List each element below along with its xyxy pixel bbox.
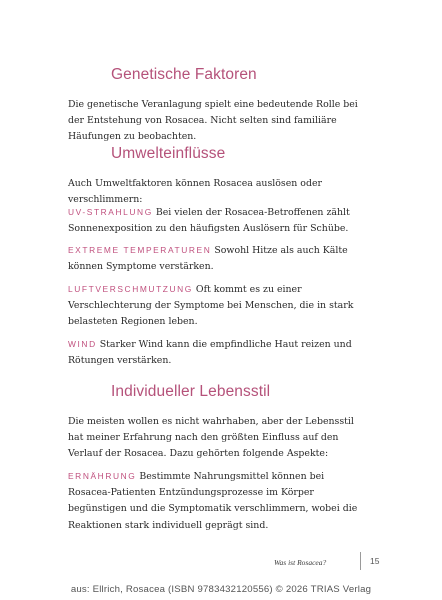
list-item-temperature bbox=[68, 242, 360, 275]
page-number: 15 bbox=[370, 556, 380, 566]
section-heading-environment: Umwelteinflüsse bbox=[111, 145, 226, 162]
copyright-credit: aus: Ellrich, Rosacea (ISBN 9783432120556) © 2026 TRIAS Verlag bbox=[70, 584, 372, 595]
keyword-nutrition: ERNÄHRUNG bbox=[68, 471, 137, 481]
list-item-pollution bbox=[68, 281, 360, 331]
text-wind: Starker Wind kann die empfindliche Haut reizen und Rötungen verstärken. bbox=[68, 339, 352, 367]
keyword-wind: WIND bbox=[68, 339, 97, 349]
footer-divider bbox=[360, 552, 361, 570]
text-temperature: Sowohl Hitze als auch Kälte können Symptome verstärken. bbox=[68, 245, 348, 273]
list-item-wind bbox=[68, 336, 360, 369]
section-heading-lifestyle: Individueller Lebensstil bbox=[111, 383, 271, 400]
paragraph-genetic: Die genetische Veranlagung spielt eine bedeutende Rolle bei der Entstehung von Rosacea. Nicht selten sind familiäre Häufungen zu beobachten. bbox=[68, 99, 358, 143]
list-item-uv bbox=[68, 204, 360, 237]
keyword-uv: UV-STRAHLUNG bbox=[68, 207, 153, 217]
paragraph-lifestyle-intro: Die meisten wollen es nicht wahrhaben, aber der Lebensstil hat meiner Erfahrung nach den größten Einfluss auf den Verlauf der Rosacea. Dazu gehörten folgende Aspekte: bbox=[68, 416, 354, 460]
paragraph-environment-intro: Auch Umweltfaktoren können Rosacea auslösen oder verschlimmern: bbox=[68, 178, 322, 206]
text-uv: Bei vielen der Rosacea-Betroffenen zählt Sonnenexposition zu den häufigsten Auslösern für Schübe. bbox=[68, 207, 350, 235]
keyword-temperature: EXTREME TEMPERATUREN bbox=[68, 245, 212, 255]
running-title: Was ist Rosacea? bbox=[274, 558, 327, 567]
text-nutrition: Bestimmte Nahrungsmittel können bei Rosacea-Patienten Entzündungsprozesse im Körper begünstigen und die Symptomatik verschlimmern, wobei die Reaktionen stark individuell geprägt sind. bbox=[68, 471, 358, 531]
text-pollution: Oft kommt es zu einer Verschlechterung der Symptome bei Menschen, die in stark belasteten Regionen leben. bbox=[68, 284, 354, 328]
keyword-pollution: LUFTVERSCHMUTZUNG bbox=[68, 284, 193, 294]
list-item-nutrition bbox=[68, 468, 360, 534]
section-heading-genetic: Genetische Faktoren bbox=[111, 66, 257, 83]
